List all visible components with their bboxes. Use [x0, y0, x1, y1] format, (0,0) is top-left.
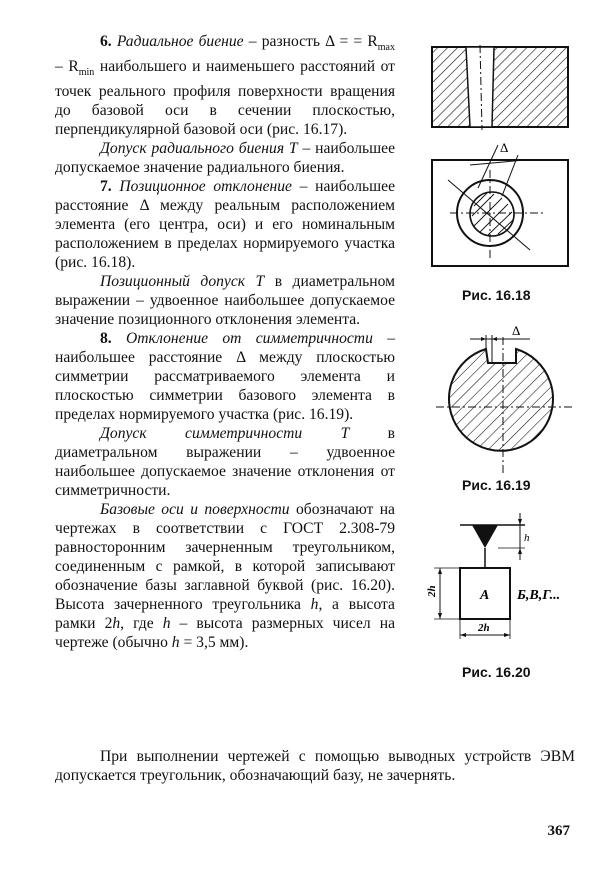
bases-label: Б,В,Г... — [517, 588, 561, 603]
paragraph-radial-runout — [55, 32, 395, 139]
figure-16-18-drawing — [430, 140, 570, 270]
term: Радиальное биение — [116, 33, 244, 50]
text-run: наибольшего и наименьшего расстояний от точек реального профиля поверхности вращения до базовой оси в сечении плоскостью, перпендикулярной базовой оси (рис. 16.17). — [55, 58, 395, 139]
text-run: – наибольшее допускаемое значение радиального биения. — [55, 140, 395, 177]
text-run: обозначают на чертежах в соответствии с ГОСТ 2.308-79 равносторонним зачерненным треугольником, соединенным с рамкой, в которой записывают обозначение базы заглавной буквой (рис. 16.20). Высота зачерненного треугольника — [55, 501, 395, 614]
delta-label: Δ — [500, 140, 509, 155]
delta-label: Δ — [512, 323, 521, 338]
text-run: – высота размерных чисел на чертеже (обычно — [55, 615, 396, 652]
text-run: в диаметральном выражении – удвоенное наибольшее допускаемое значение позиционного отклонения элемента. — [55, 273, 395, 329]
var-h: h — [112, 615, 121, 633]
term: Позиционное отклонение — [119, 178, 292, 196]
paragraph-computer-output — [55, 747, 575, 785]
figure-16-17-drawing — [430, 45, 570, 130]
text-run: – наибольшее расстояние Δ между реальным расположением элемента (его центра, оси) и его номинальным расположением в пределах нормируемого участка (рис. 16.18). — [55, 178, 395, 272]
paragraph-symmetry-deviation — [55, 329, 395, 424]
term: Базовые оси и поверхности — [100, 501, 290, 519]
text-run: При выполнении чертежей с помощью выводных устройств ЭВМ допускается треугольник, обозначающий базу, не зачернять. — [55, 748, 575, 784]
text-run: , а высота рамки 2 — [55, 596, 395, 633]
text-run: – R — [55, 58, 79, 76]
var-h: h — [171, 634, 180, 652]
paragraph-position-deviation — [55, 177, 395, 272]
item-number: 8. — [100, 330, 112, 348]
text-run: – разность Δ = = R — [243, 33, 378, 50]
subscript: min — [78, 67, 95, 79]
figure-16-19-caption: Рис. 16.19 — [462, 477, 531, 493]
paragraph-symmetry-tolerance — [55, 424, 395, 500]
main-text-column — [55, 32, 395, 652]
term: Отклонение от симметричности — [126, 330, 373, 348]
figure-16-20-caption: Рис. 16.20 — [462, 664, 531, 680]
paragraph-radial-tolerance — [55, 139, 395, 177]
figure-16-20-drawing — [420, 505, 580, 645]
term: Допуск симметричности T — [100, 425, 350, 443]
figure-16-19-drawing — [430, 315, 580, 465]
text-run: , где — [120, 615, 163, 633]
paragraph-position-tolerance — [55, 272, 395, 329]
page-number: 367 — [547, 823, 570, 839]
var-h: h — [310, 596, 319, 614]
dim-2h-horizontal-label: 2h — [478, 622, 490, 634]
dim-2h-vertical-label: 2h — [426, 585, 438, 597]
term: Позиционный допуск T — [100, 273, 265, 291]
subscript: max — [377, 42, 395, 54]
item-number: 6. — [100, 33, 112, 50]
text-run: = 3,5 мм). — [179, 634, 249, 652]
text-run: в диаметральном выражении – удвоенное наибольшее допускаемое значение отклонения от симметричности. — [55, 425, 396, 500]
dim-h-label: h — [524, 532, 530, 544]
text-run: – наибольшее расстояние Δ между плоскостью симметрии рассматриваемого элемента и плоскостью симметрии базового элемента в пределах нормируемого участка (рис. 16.19). — [55, 330, 395, 424]
var-h: h — [162, 615, 171, 633]
term: Допуск радиального биения T — [100, 140, 298, 158]
frame-letter: A — [480, 588, 490, 603]
figure-16-18-caption: Рис. 16.18 — [462, 287, 531, 303]
paragraph-base-axes — [55, 500, 395, 652]
item-number: 7. — [100, 178, 112, 196]
